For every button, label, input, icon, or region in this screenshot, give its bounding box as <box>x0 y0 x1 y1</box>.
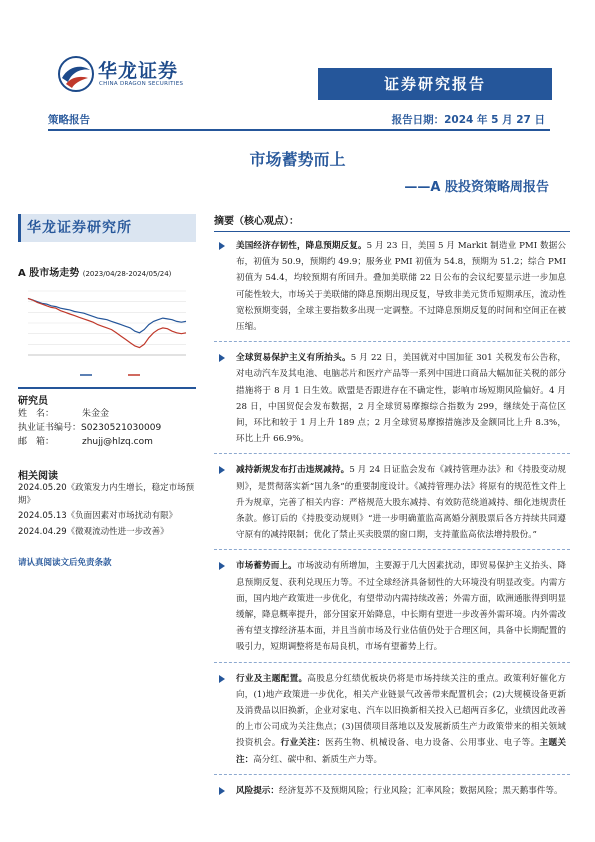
market-trend-range: (2023/04/28-2024/05/24) <box>82 270 172 278</box>
analyst-name-label: 姓 名： <box>18 409 55 419</box>
industry-focus-label: 行业关注： <box>280 738 326 749</box>
dragon-logo-icon <box>58 56 94 92</box>
dashed-divider <box>214 549 570 550</box>
logo-chinese-name: 华龙证券 <box>98 60 179 82</box>
logo-english-name: CHINA DRAGON SECURITIES <box>99 81 184 87</box>
bullet-head: 行业及主题配置。 <box>236 673 308 684</box>
bullet-body: 5 月 23 日，美国 5 月 Markit 制造业 PMI 数据公布，初值为 50.9，预期约 49.9；服务业 PMI 初值为 54.8，预期为 51.2；综合 PMI 初值为 54.4，均较预期有所回升。叠加美联储 22 日公布的会议纪要显示进一步加息可能性较大，市场关于美联储的降息预期出现反复，导致非美元货币短期承压，流动性宽松预期变弱，全球主要指数多出现一定调整。不过降息预期反复的时间和空间正在被压缩。 <box>236 241 566 333</box>
cert-label: 执业证书编号： <box>18 423 82 433</box>
bullet-trade-protectionism <box>214 350 570 447</box>
related-item[interactable]: 2024.05.20《政策发力内生增长，稳定市场预期》 <box>18 483 195 506</box>
dashed-divider <box>214 453 570 454</box>
analyst-name: 朱金金 <box>82 409 110 419</box>
related-item[interactable]: 2024.04.29《微观流动性进一步改善》 <box>18 526 169 537</box>
triangle-bullet-icon <box>219 354 225 362</box>
cert-row <box>18 421 196 435</box>
analyst-email[interactable]: zhujj@hlzq.com <box>82 437 153 447</box>
bullet-us-economy <box>214 238 570 335</box>
analyst-heading: 研究员 <box>18 387 196 407</box>
bullet-body: 高股息分红绩优板块仍将是市场持续关注的重点。政策利好催化方向，(1)地产政策进一步优化，相关产业链景气改善带来配置机会；(2)大规模设备更新及消费品以旧换新，企业对家电、汽车以旧换新相关投入已超两百多亿，业绩因此改善的上市公司成为关注焦点；(3)国债项目落地以及发展新质生产力政策带来的相关领域投资机会。 <box>236 673 566 749</box>
theme-focus-body: 高分红、碳中和、新质生产力等。 <box>253 754 383 765</box>
dashed-divider <box>214 341 570 342</box>
bullet-body: 市场波动有所增加，主要源于几大因素扰动，即贸易保护主义抬头、降息预期反复、获利兑现压力等。不过全球经济具备韧性的大环境没有明显改变。内需方面，国内地产政策进一步优化，有望带动内需持续改善；外需方面，欧洲通胀得到明显缓解，降息概率提升，部分国家开始降息，中长期有望进一步改善外需环境。内外需改善有望支撑经济基本面，并且当前市场及行业估值仍处于合理区间，具备中长期配置的吸引力，短期调整将是布局良机，市场有望蓄势上行。 <box>236 561 566 653</box>
triangle-bullet-icon <box>219 675 225 683</box>
report-type-banner: 证券研究报告 <box>318 68 552 100</box>
abstract-section <box>214 212 570 799</box>
report-date: 报告日期：2024 年 5 月 27 日 <box>391 114 545 126</box>
abstract-divider <box>214 231 570 232</box>
triangle-bullet-icon <box>219 562 225 570</box>
header-divider <box>48 129 550 131</box>
bullet-market-outlook <box>214 558 570 655</box>
bullet-reduction-rules <box>214 462 570 543</box>
related-item[interactable]: 2024.05.13《负面因素对市场扰动有限》 <box>18 511 178 521</box>
bullet-head: 全球贸易保护主义有所抬头。 <box>236 353 351 364</box>
related-reading-heading: 相关阅读 <box>18 471 58 482</box>
theme-focus-label: 主题关注： <box>236 738 566 765</box>
bullet-body: 经济复苏不及预期风险；行业风险；汇率风险；数据风险；黑天鹅事件等。 <box>278 785 563 796</box>
report-category: 策略报告 <box>48 114 90 126</box>
disclaimer-notice: 请认真阅读文后免责条款 <box>18 558 112 568</box>
bullet-industry-allocation <box>214 671 570 768</box>
dashed-divider <box>214 662 570 663</box>
chart-grid <box>28 291 186 355</box>
analyst-name-row <box>18 407 196 421</box>
bullet-head: 风险提示： <box>236 785 279 796</box>
cert-number: S0230521030009 <box>81 423 162 433</box>
dashed-divider <box>214 774 570 775</box>
bullet-risk-warning <box>214 783 570 799</box>
abstract-heading: 摘要（核心观点）： <box>214 216 299 227</box>
institute-name: 华龙证券研究所 <box>18 214 196 242</box>
market-trend-title: A 股市场走势 <box>18 268 80 279</box>
bullet-head: 市场蓄势而上。 <box>236 561 297 572</box>
triangle-bullet-icon <box>219 787 225 795</box>
bullet-body: 5 月 22 日，美国就对中国加征 301 关税发布公告称，对电动汽车及其电池、电脑芯片和医疗产品等一系列中国进口商品大幅加征关税的部分措施将于 8 月 1 日生效。欧盟是否跟进存在不确定性，影响市场短期风险偏好。4 月 28 日，中国贸促会发布数据，2 月全球贸易摩擦综合指数为 299，继续处于高位区间，环比和较于 1 月上升 189 点；2 月全球贸易摩擦措施涉及金额同比上升 8.3%，环比上升 66.9%。 <box>236 353 566 445</box>
page-subtitle: ——A 股投资策略周报告 <box>404 180 549 195</box>
market-trend-heading <box>18 264 196 279</box>
market-trend-chart <box>18 285 194 381</box>
email-label: 邮 箱： <box>18 437 55 447</box>
bullet-body: 5 月 24 日证监会发布《减持管理办法》和《持股变动规则》，是贯彻落实新“国九条”的重要制度设计。《减持管理办法》将原有的规范性文件上升为规章，完善了相关内容：严格规范大股东减持、有效防范绕道减持、细化违规责任条款。修订后的《持股变动规则》“进一步明确董监高离婚分割股票后各方持续共同遵守原有的减持限制；优化了禁止买卖股票的窗口期，支持董监高依法增持股份。” <box>236 465 566 541</box>
triangle-bullet-icon <box>219 466 225 474</box>
triangle-bullet-icon <box>219 242 225 250</box>
industry-focus-body: 医药生物、机械设备、电力设备、公用事业、电子等。 <box>325 738 540 749</box>
email-row <box>18 435 196 449</box>
bullet-head: 美国经济存韧性，降息预期反复。 <box>236 241 367 251</box>
company-logo <box>58 54 188 98</box>
bullet-head: 减持新规发布打击违规减持。 <box>236 465 350 476</box>
page-title: 市场蓄势而上 <box>249 150 346 169</box>
sidebar <box>18 214 196 568</box>
